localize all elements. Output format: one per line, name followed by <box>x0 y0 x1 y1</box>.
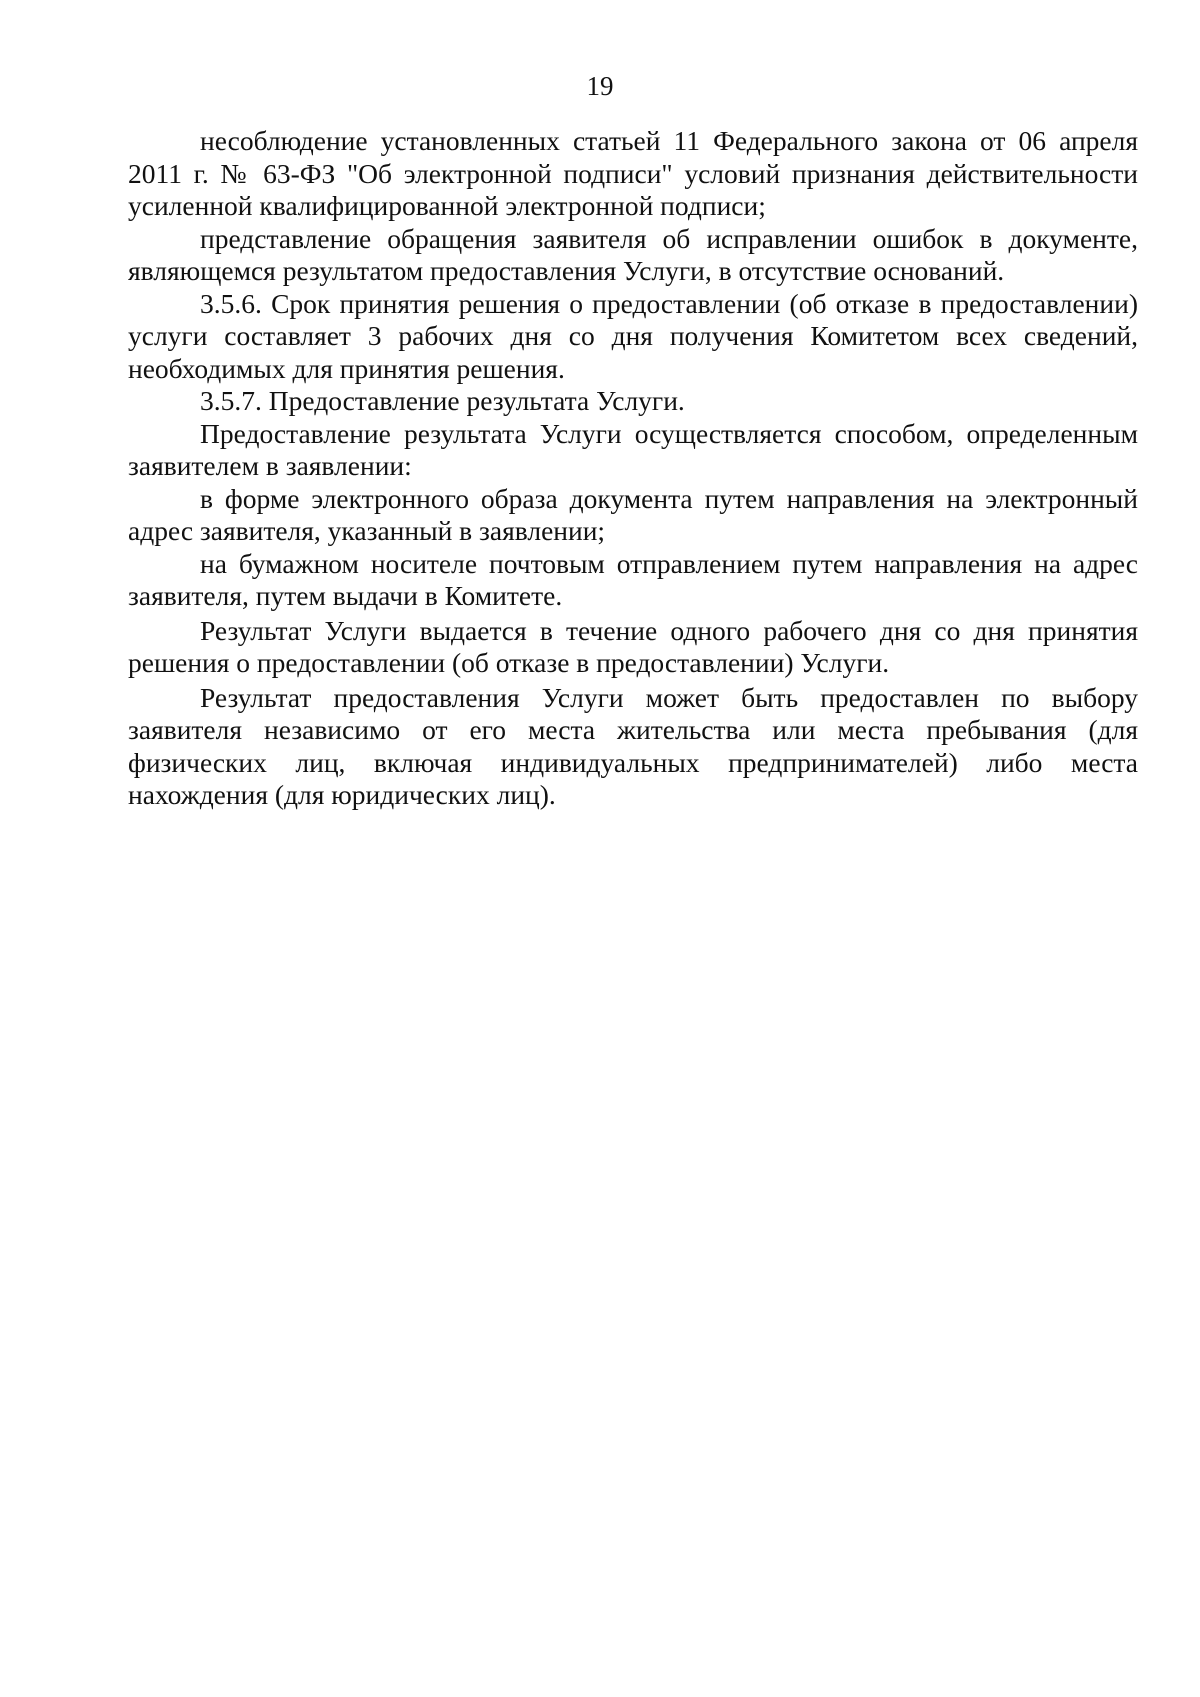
paragraph-result-choice: Результат предоставления Услуги может быть предоставлен по выбору заявителя независимо от его места жительства или места пребывания (для физических лиц, включая индивидуальных предпринимателей) либо места нахождения (для юридических лиц). <box>128 681 1138 810</box>
paragraph-signature-noncompliance: несоблюдение установленных статьей 11 Федерального закона от 06 апреля 2011 г. № 63-ФЗ "Об электронной подписи" условий признания действительности усиленной квалифицированной электронной подписи; <box>128 125 1138 221</box>
page-number: 19 <box>586 71 614 101</box>
document-body <box>128 125 1138 812</box>
paragraph-paper-delivery: на бумажном носителе почтовым отправлением путем направления на адрес заявителя, путем выдачи в Комитете. <box>128 547 1138 611</box>
paragraph-delivery-method: Предоставление результата Услуги осуществляется способом, определенным заявителем в заявлении: <box>128 417 1138 481</box>
paragraph-error-correction-request: представление обращения заявителя об исправлении ошибок в документе, являющемся результатом предоставления Услуги, в отсутствие оснований. <box>128 222 1138 286</box>
paragraph-electronic-delivery: в форме электронного образа документа путем направления на электронный адрес заявителя, указанный в заявлении; <box>128 482 1138 546</box>
paragraph-result-issue-time: Результат Услуги выдается в течение одного рабочего дня со дня принятия решения о предоставлении (об отказе в предоставлении) Услуги. <box>128 614 1138 678</box>
paragraph-result-delivery-heading: 3.5.7. Предоставление результата Услуги. <box>200 385 685 416</box>
paragraph-decision-deadline: 3.5.6. Срок принятия решения о предоставлении (об отказе в предоставлении) услуги составляет 3 рабочих дня со дня получения Комитетом всех сведений, необходимых для принятия решения. <box>128 287 1138 384</box>
